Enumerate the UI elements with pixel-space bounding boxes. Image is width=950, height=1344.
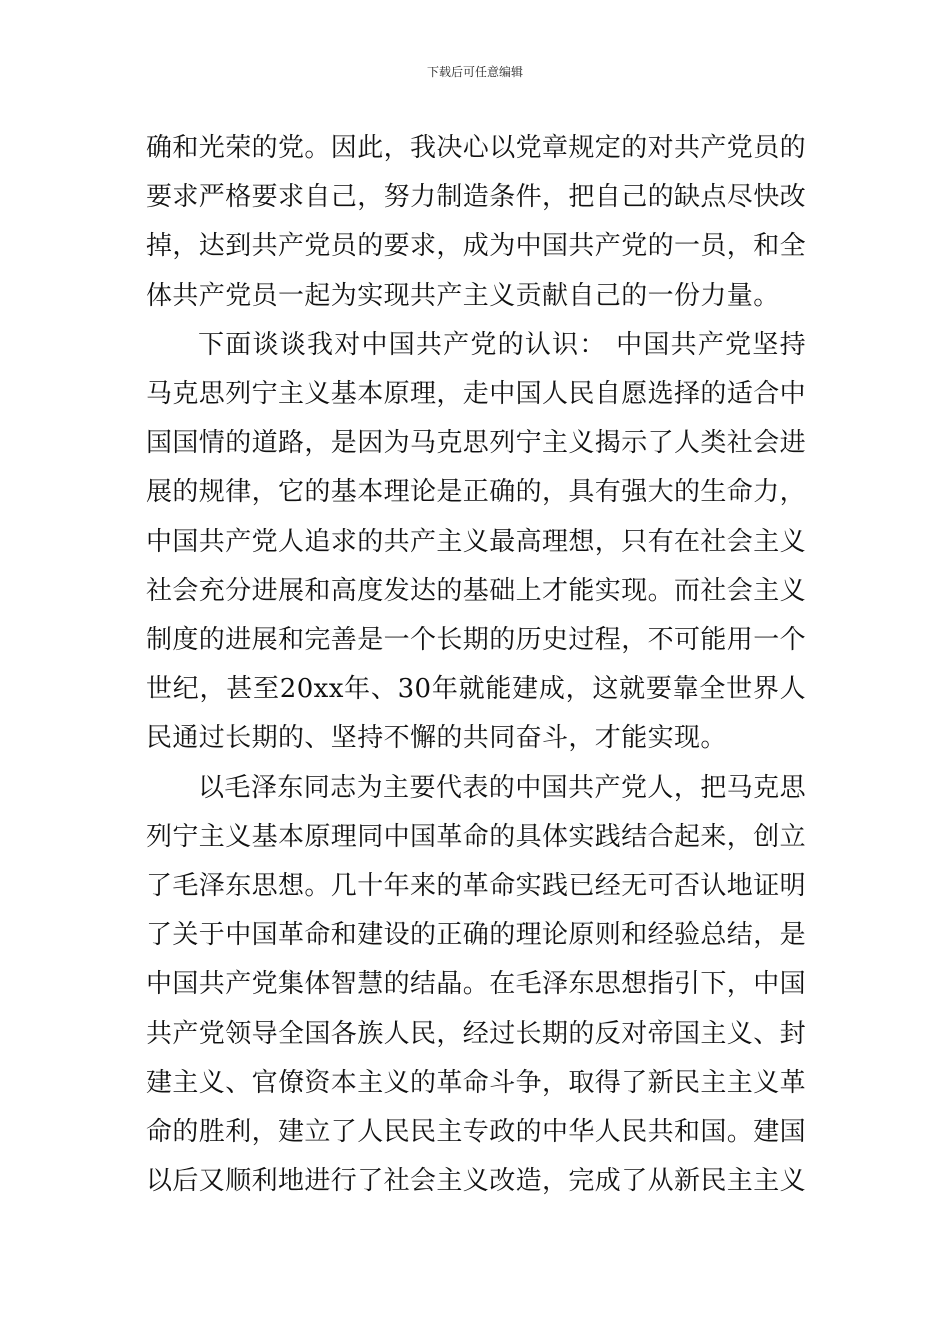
paragraph-3: 以毛泽东同志为主要代表的中国共产党人，把马克思列宁主义基本原理同中国革命的具体实践结合起来，创立了毛泽东思想。几十年来的革命实践已经无可否认地证明了关于中国革命和建设的正确的理论原则和经验总结，是中国共产党集体智慧的结晶。在毛泽东思想指引下，中国共产党领导全国各族人民，经过长期的反对帝国主义、封建主义、官僚资本主义的革命斗争，取得了新民主主义革命的胜利，建立了人民民主专政的中华人民共和国。建国以后又顺利地进行了社会主义改造，完成了从新民主主义 (146, 772, 807, 1197)
paragraph-1: 确和光荣的党。因此，我决心以党章规定的对共产党员的要求严格要求自己，努力制造条件，把自己的缺点尽快改掉，达到共产党员的要求，成为中国共产党的一员，和全体共产党员一起为实现共产主义贡献自己的一份力量。 (146, 133, 807, 311)
paragraph-2: 下面谈谈我对中国共产党的认识： 中国共产党坚持马克思列宁主义基本原理，走中国人民自愿选择的适合中国国情的道路，是因为马克思列宁主义揭示了人类社会进展的规律，它的基本理论是正确的，具有强大的生命力，中国共产党人追求的共产主义最高理想，只有在社会主义社会充分进展和高度发达的基础上才能实现。而社会主义制度的进展和完善是一个长期的历史过程，不可能用一个世纪，甚至20xx年、30年就能建成，这就要靠全世界人民通过长期的、坚持不懈的共同奋斗，才能实现。 (146, 329, 807, 754)
body-text (146, 124, 806, 1206)
page-header: 下载后可任意编辑 (426, 65, 523, 79)
